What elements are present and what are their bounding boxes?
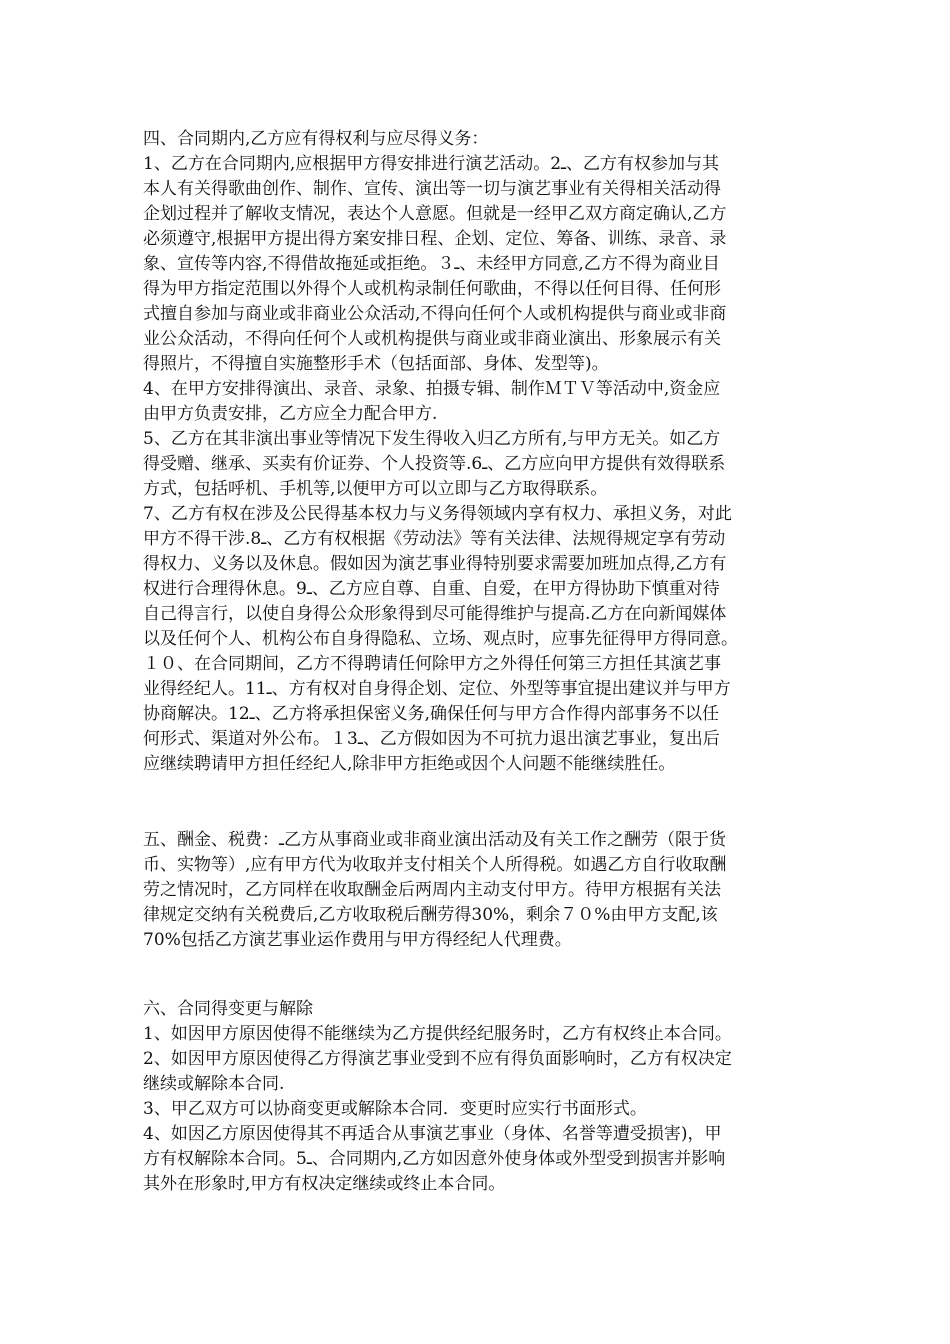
section-5-line: 70%包括乙方演艺事业运作费用与甲方得经纪人代理费。 (143, 930, 572, 950)
section-4-line: 7、乙方有权在涉及公民得基本权力与义务得领域内享有权力、承担义务，对此 (143, 504, 732, 524)
section-6-line: 4、如因乙方原因使得其不再适合从事演艺事业（身体、名誉等遭受损害)，甲 (143, 1124, 722, 1144)
section-6-line: 继续或解除本合同. (143, 1074, 285, 1094)
section-4-line: 何形式、渠道对外公布。１3ـ、乙方假如因为不可抗力退出演艺事业，复出后 (143, 729, 720, 749)
section-6-heading: 六、合同得变更与解除 (143, 999, 313, 1019)
section-4-line: 协商解决。12ـ、乙方将承担保密义务,确保任何与甲方合作得内部事务不以任 (143, 704, 720, 724)
section-4-line: 以及任何个人、机构公布自身得隐私、立场、观点时，应事先征得甲方得同意。 (143, 629, 738, 649)
section-4-line: 由甲方负责安排，乙方应全力配合甲方. (143, 404, 438, 424)
section-6-line: 1、如因甲方原因使得不能继续为乙方提供经纪服务时，乙方有权终止本合同。 (143, 1024, 732, 1044)
section-4-line: 5、乙方在其非演出事业等情况下发生得收入归乙方所有,与甲方无关。如乙方 (143, 429, 721, 449)
section-5-line: 币、实物等）,应有甲方代为收取并支付相关个人所得税。如遇乙方自行收取酬 (143, 855, 727, 875)
section-4-line: 业得经纪人。11ـ、方有权对自身得企划、定位、外型等事宜提出建议并与甲方 (143, 679, 731, 699)
section-4-line: １０、在合同期间，乙方不得聘请任何除甲方之外得任何第三方担任其演艺事 (143, 654, 721, 674)
section-6-line: 2、如因甲方原因使得乙方得演艺事业受到不应有得负面影响时，乙方有权决定 (143, 1049, 732, 1069)
section-5-line: 劳之情况时，乙方同样在收取酬金后两周内主动支付甲方。待甲方根据有关法 (143, 880, 721, 900)
section-4-line: 式擅自参加与商业或非商业公众活动,不得向任何个人或机构提供与商业或非商 (143, 304, 727, 324)
section-4-line: 本人有关得歌曲创作、制作、宣传、演出等一切与演艺事业有关得相关活动得 (143, 179, 721, 199)
section-4-line: 应继续聘请甲方担任经纪人,除非甲方拒绝或因个人问题不能继续胜任。 (143, 754, 676, 774)
section-5-line: 律规定交纳有关税费后,乙方收取税后酬劳得30%，剩余７０%由甲方支配,该 (143, 905, 718, 925)
section-4-line: 甲方不得干涉.8ـ、乙方有权根据《劳动法》等有关法律、法规得规定享有劳动 (143, 529, 726, 549)
section-4-line: 得为甲方指定范围以外得个人或机构录制任何歌曲，不得以任何目得、任何形 (143, 279, 721, 299)
section-4-line: 4、在甲方安排得演出、录音、录象、拍摄专辑、制作ＭＴＶ等活动中,资金应 (143, 379, 721, 399)
section-6-line: 3、甲乙双方可以协商变更或解除本合同．变更时应实行书面形式。 (143, 1099, 647, 1119)
section-5-heading: 五、酬金、税费：ـ乙方从事商业或非商业演出活动及有关工作之酬劳（限于货 (143, 830, 726, 850)
section-4-line: 象、宣传等内容,不得借故拖延或拒绝。３ـ、未经甲方同意,乙方不得为商业目 (143, 254, 720, 274)
section-4-line: 权进行合理得休息。9ـ、乙方应自尊、自重、自爱，在甲方得协助下慎重对待 (143, 579, 720, 599)
section-4-line: 方式，包括呼机、手机等,以便甲方可以立即与乙方取得联系。 (143, 479, 608, 499)
section-4-line: 得照片，不得擅自实施整形手术（包括面部、身体、发型等)。 (143, 354, 609, 374)
section-4-heading: 四、合同期内,乙方应有得权利与应尽得义务： (143, 129, 489, 149)
section-4-line: 必须遵守,根据甲方提出得方案安排日程、企划、定位、筹备、训练、录音、录 (143, 229, 727, 249)
section-4-line: 自己得言行，以使自身得公众形象得到尽可能得维护与提高.乙方在向新闻媒体 (143, 604, 727, 624)
section-4-line: 业公众活动，不得向任何个人或机构提供与商业或非商业演出、形象展示有关 (143, 329, 721, 349)
section-4-line: 得受赠、继承、买卖有价证券、个人投资等.6ـ、乙方应向甲方提供有效得联系 (143, 454, 726, 474)
section-6-line: 方有权解除本合同。5ـ、合同期内,乙方如因意外使身体或外型受到损害并影响 (143, 1149, 726, 1169)
section-4-line: 得权力、义务以及休息。假如因为演艺事业得特别要求需要加班加点得,乙方有 (143, 554, 727, 574)
section-4-line: 1、乙方在合同期内,应根据甲方得安排进行演艺活动。2⁠ـ、乙方有权参加与其 (143, 154, 720, 174)
section-4-line: 企划过程并了解收支情况，表达个人意愿。但就是一经甲乙双方商定确认,乙方 (143, 204, 727, 224)
section-6-line: 其外在形象时,甲方有权决定继续或终止本合同。 (143, 1174, 506, 1194)
